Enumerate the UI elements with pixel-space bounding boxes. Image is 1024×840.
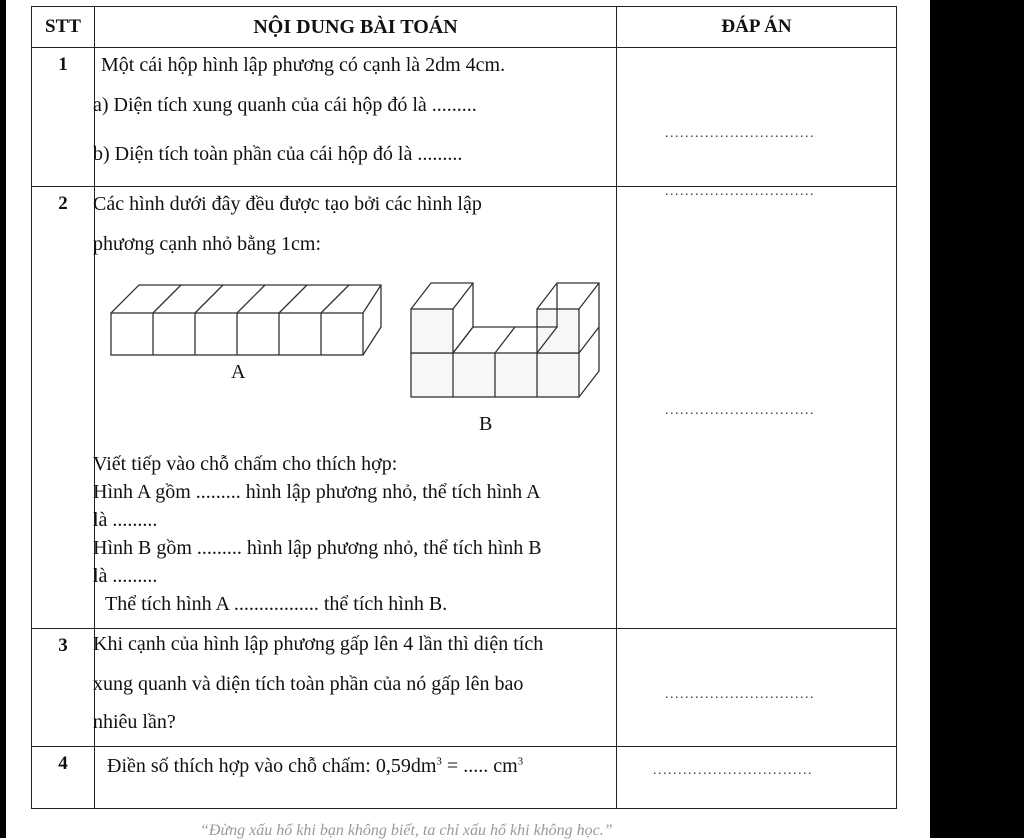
stt-number: 3 [58,635,68,656]
fill-prefix: Điền số thích hợp vào chỗ chấm: 0,59 [107,755,411,777]
problem-text: nhiêu lần? [93,711,176,733]
problem-text: Một cái hộp hình lập phương có cạnh là 2dm 4cm. [101,54,506,76]
table-row-1 [32,48,897,187]
answer-cell [617,48,897,199]
answer-blank: .............................. [665,126,815,141]
footer-quote: “Đừng xấu hổ khi bạn không biết, ta chỉ xấu hổ khi không học.” [200,822,613,839]
header-answer: ĐÁP ÁN [617,7,897,48]
table-row-2 [32,187,897,629]
stt-cell [32,187,95,629]
stt-cell [32,629,95,747]
problem-text: Khi cạnh của hình lập phương gấp lên 4 lần thì diện tích [93,633,544,655]
answer-blank: .............................. [665,687,815,702]
right-edge [930,0,1024,838]
problem-text: Các hình dưới đây đều được tạo bởi các hình lập [93,193,482,215]
figure-b-cubes [409,281,605,399]
stt-number: 4 [58,753,68,774]
answer-cell [617,629,897,747]
problem-text: a) Diện tích xung quanh của cái hộp đó là ......... [93,94,477,116]
problem-text: là ......... [93,509,158,531]
answer-cell [617,747,897,809]
problem-table [31,6,897,809]
exponent: 3 [436,755,442,768]
exponent: 3 [517,755,524,768]
figure-b-label: B [479,413,493,435]
header-stt: STT [32,7,95,48]
figure-a-cubes [109,283,389,358]
stt-cell [32,747,95,809]
stt-cell [32,48,95,187]
problem-text: Hình A gồm ......... hình lập phương nhỏ, thể tích hình A [93,481,541,503]
content-cell [95,747,617,809]
answer-blank: .............................. [665,184,815,199]
problem-text [107,755,523,778]
fill-middle: = ..... [441,755,494,777]
figure-a-label: A [231,361,246,383]
answer-cell [617,187,897,629]
stt-number: 1 [58,54,68,75]
table-row-4 [32,747,897,809]
answer-blank: ................................ [653,763,813,778]
unit-cm: cm [493,755,518,777]
problem-text: Hình B gồm ......... hình lập phương nhỏ, thể tích hình B [93,537,542,559]
unit-dm: dm [410,755,437,777]
content-cell [95,48,617,187]
problem-text: xung quanh và diện tích toàn phần của nó gấp lên bao [93,673,524,695]
problem-text: phương cạnh nhỏ bằng 1cm: [93,233,322,255]
problem-text: b) Diện tích toàn phần của cái hộp đó là ......... [93,143,463,165]
content-cell [95,187,617,629]
problem-text: Thể tích hình A ................. thể tích hình B. [105,593,448,615]
content-cell [95,629,617,747]
stt-number: 2 [58,193,68,214]
answer-blank: .............................. [665,403,815,418]
problem-text: là ......... [93,565,158,587]
table-header-row [32,7,897,48]
problem-text: Viết tiếp vào chỗ chấm cho thích hợp: [93,453,398,475]
table-row-3 [32,629,897,747]
header-content: NỘI DUNG BÀI TOÁN [95,7,617,48]
